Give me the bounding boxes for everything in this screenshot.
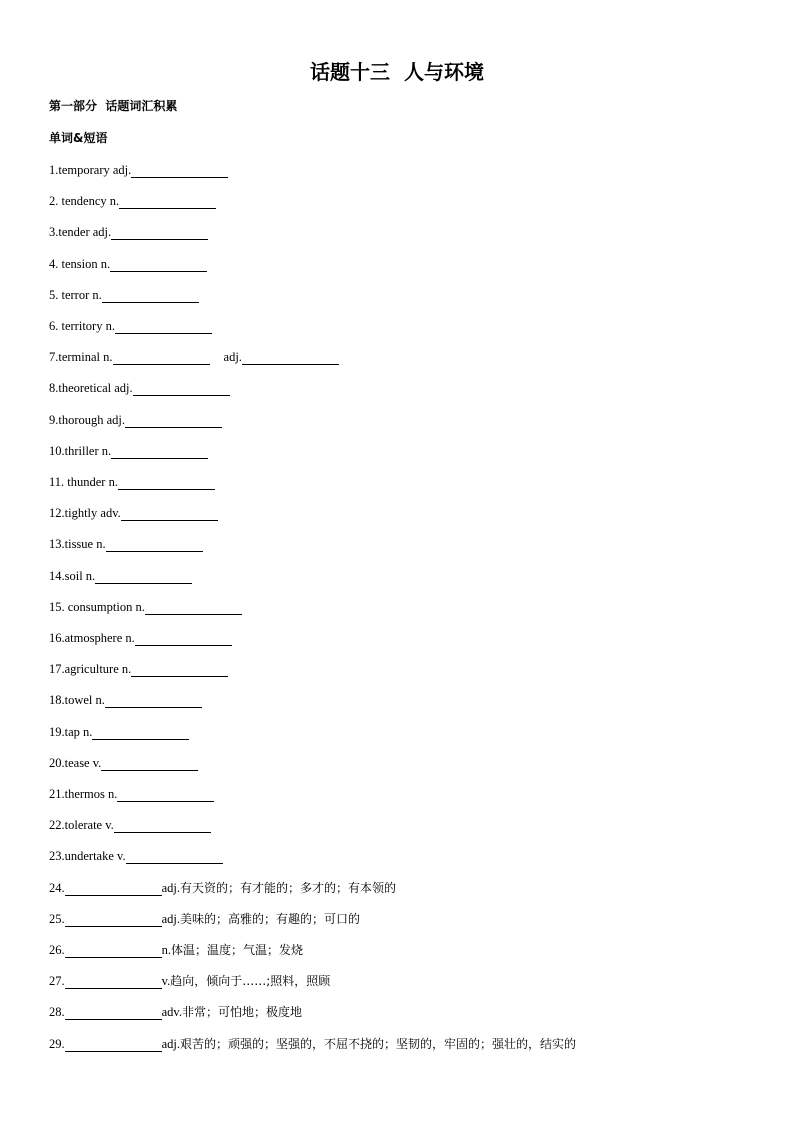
vocab-item xyxy=(49,626,232,646)
item-number: 25. xyxy=(49,911,65,926)
vocab-term: 18.towel n. xyxy=(49,693,105,708)
part-of-speech: adj. xyxy=(161,911,181,926)
vocab-extra-pos: adj. xyxy=(223,350,242,365)
answer-blank[interactable] xyxy=(92,726,189,740)
part-of-speech: adj. xyxy=(161,1036,181,1051)
vocab-term: 13.tissue n. xyxy=(49,537,106,552)
vocab-term: 10.thriller n. xyxy=(49,443,112,458)
sub-heading: 单词&短语 xyxy=(49,131,108,145)
reverse-vocab-item xyxy=(49,1000,302,1020)
vocab-term: 7.terminal n. xyxy=(49,350,113,365)
page-title: 话题十三 人与环境 xyxy=(310,60,484,84)
vocab-term: 22.tolerate v. xyxy=(49,818,114,833)
answer-blank[interactable] xyxy=(65,913,162,927)
vocab-item xyxy=(49,813,211,833)
chinese-meaning: 美味的；高雅的；有趣的；可口的 xyxy=(180,911,361,926)
answer-blank[interactable] xyxy=(131,663,228,677)
answer-blank[interactable] xyxy=(106,538,203,552)
vocab-term: 16.atmosphere n. xyxy=(49,631,135,645)
answer-blank-extra[interactable] xyxy=(242,351,339,365)
part-of-speech: adj. xyxy=(161,880,181,895)
vocab-item xyxy=(49,595,242,615)
vocab-item xyxy=(49,189,216,209)
vocab-item xyxy=(49,158,228,178)
vocab-term: 17.agriculture n. xyxy=(49,662,132,677)
chinese-meaning: 有天资的；有才能的；多才的；有本领的 xyxy=(180,880,397,895)
chinese-meaning: 体温；温度；气温；发烧 xyxy=(171,943,304,957)
answer-blank[interactable] xyxy=(119,195,216,209)
answer-blank[interactable] xyxy=(131,164,228,178)
vocab-item xyxy=(49,688,202,708)
answer-blank[interactable] xyxy=(121,507,218,521)
answer-blank[interactable] xyxy=(125,414,222,428)
answer-blank[interactable] xyxy=(111,226,208,240)
answer-blank[interactable] xyxy=(101,757,198,771)
answer-blank[interactable] xyxy=(102,289,199,303)
item-number: 28. xyxy=(49,1005,65,1020)
chinese-meaning: 艰苦的；顽强的；坚强的，不屈不挠的；坚韧的，牢固的；强壮的，结实的 xyxy=(180,1036,577,1051)
reverse-vocab-item xyxy=(49,907,360,927)
vocab-item xyxy=(49,439,208,459)
vocab-item xyxy=(49,782,214,802)
vocab-term: 1.temporary adj. xyxy=(49,163,132,177)
vocab-term: 11. thunder n. xyxy=(49,475,118,489)
answer-blank[interactable] xyxy=(65,1006,162,1020)
vocab-item xyxy=(49,564,192,584)
reverse-vocab-item xyxy=(49,1032,576,1052)
vocab-item xyxy=(49,376,230,396)
vocab-item xyxy=(49,408,222,428)
answer-blank[interactable] xyxy=(105,694,202,708)
answer-blank[interactable] xyxy=(145,601,242,615)
part-of-speech: adv. xyxy=(161,1005,182,1020)
part-of-speech: n. xyxy=(161,943,171,957)
vocab-term: 20.tease v. xyxy=(49,755,102,770)
part-of-speech: v. xyxy=(161,974,171,989)
vocab-item xyxy=(49,283,199,303)
answer-blank[interactable] xyxy=(110,258,207,272)
answer-blank[interactable] xyxy=(118,476,215,490)
chinese-meaning: 非常；可怕地；极度地 xyxy=(182,1005,303,1020)
vocab-term: 19.tap n. xyxy=(49,724,93,739)
vocab-item xyxy=(49,657,228,677)
answer-blank[interactable] xyxy=(65,882,162,896)
answer-blank[interactable] xyxy=(65,1038,162,1052)
answer-blank[interactable] xyxy=(115,320,212,334)
vocab-term: 23.undertake v. xyxy=(49,849,126,864)
part-heading: 第一部分 话题词汇积累 xyxy=(49,99,178,113)
vocab-term: 12.tightly adv. xyxy=(49,506,121,521)
item-number: 24. xyxy=(49,880,65,895)
vocab-term: 5. terror n. xyxy=(49,287,102,302)
item-number: 26. xyxy=(49,943,65,957)
item-number: 27. xyxy=(49,974,65,989)
answer-blank[interactable] xyxy=(95,570,192,584)
answer-blank[interactable] xyxy=(65,975,162,989)
reverse-vocab-item xyxy=(49,876,396,896)
answer-blank[interactable] xyxy=(117,788,214,802)
vocab-term: 15. consumption n. xyxy=(49,599,145,614)
vocab-item xyxy=(49,345,339,365)
vocab-item xyxy=(49,501,218,521)
reverse-vocab-item xyxy=(49,938,303,958)
vocab-term: 6. territory n. xyxy=(49,319,115,333)
answer-blank[interactable] xyxy=(65,944,162,958)
answer-blank[interactable] xyxy=(113,351,210,365)
chinese-meaning: 趋向，倾向于……;照料，照顾 xyxy=(170,974,331,989)
answer-blank[interactable] xyxy=(114,819,211,833)
vocab-term: 3.tender adj. xyxy=(49,225,112,240)
vocab-item xyxy=(49,252,207,272)
answer-blank[interactable] xyxy=(126,850,223,864)
vocab-term: 2. tendency n. xyxy=(49,194,120,209)
reverse-vocab-item xyxy=(49,969,330,989)
answer-blank[interactable] xyxy=(133,382,230,396)
answer-blank[interactable] xyxy=(135,632,232,646)
vocab-item xyxy=(49,751,198,771)
vocab-term: 4. tension n. xyxy=(49,256,111,271)
vocab-item xyxy=(49,314,212,334)
vocab-term: 21.thermos n. xyxy=(49,787,118,801)
vocab-term: 9.thorough adj. xyxy=(49,412,126,427)
answer-blank[interactable] xyxy=(111,445,208,459)
vocab-item xyxy=(49,532,203,552)
vocab-item xyxy=(49,844,223,864)
vocab-item xyxy=(49,470,215,490)
vocab-item xyxy=(49,720,189,740)
item-number: 29. xyxy=(49,1036,65,1051)
vocab-term: 8.theoretical adj. xyxy=(49,381,133,396)
vocab-term: 14.soil n. xyxy=(49,568,96,583)
vocab-item xyxy=(49,220,208,240)
